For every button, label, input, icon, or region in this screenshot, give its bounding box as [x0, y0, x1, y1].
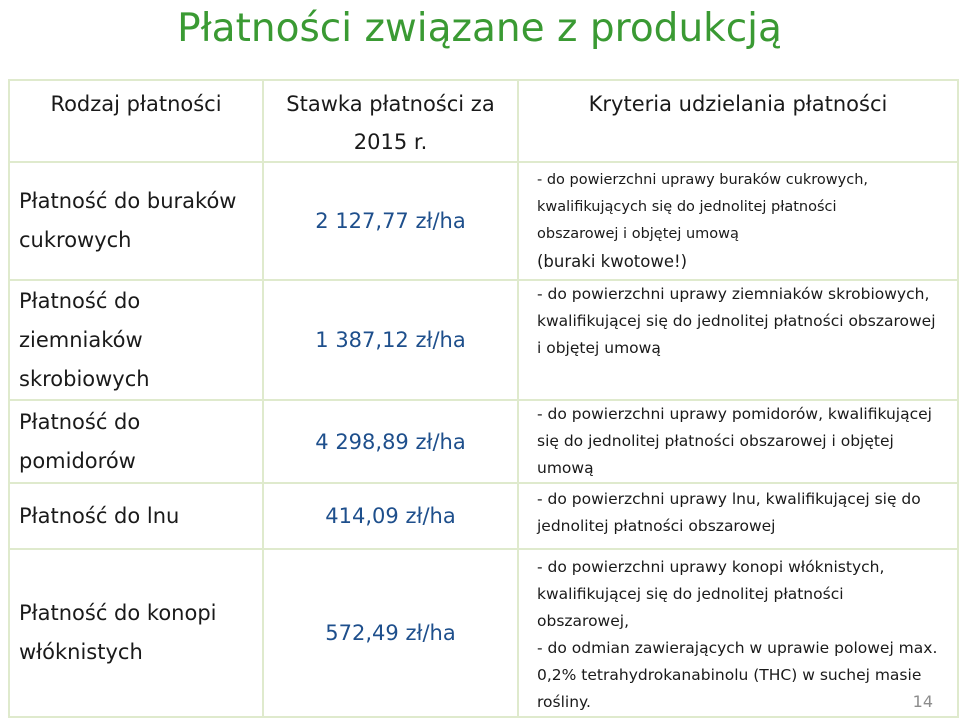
payment-criteria: [518, 483, 958, 549]
criteria-line: - do odmian zawierających w uprawie polowej max.: [537, 639, 938, 657]
criteria-line: rośliny.: [537, 693, 591, 711]
table-row: [9, 162, 958, 280]
criteria-line: i objętej umową: [537, 339, 661, 357]
header-criteria: Kryteria udzielania płatności: [518, 80, 958, 162]
criteria-line: się do jednolitej płatności obszarowej i objętej: [537, 432, 894, 450]
criteria-line: - do powierzchni uprawy ziemniaków skrobiowych,: [537, 285, 930, 303]
payment-type: Płatność do konopi włóknistych: [9, 549, 263, 717]
payment-rate: 4 298,89 zł/ha: [263, 400, 518, 483]
criteria-line: 0,2% tetrahydrokanabinolu (THC) w suchej masie: [537, 666, 922, 684]
criteria-line: obszarowej i objętej umową: [537, 226, 739, 242]
table-row: [9, 549, 958, 717]
criteria-line: - do powierzchni uprawy buraków cukrowych,: [537, 172, 869, 188]
criteria-line: kwalifikującej się do jednolitej płatności: [537, 585, 844, 603]
header-rate: Stawka płatności za 2015 r.: [263, 80, 518, 162]
payment-type: Płatność do lnu: [9, 483, 263, 549]
criteria-line: - do powierzchni uprawy lnu, kwalifikującej się do: [537, 490, 921, 508]
payment-rate: 2 127,77 zł/ha: [263, 162, 518, 280]
table-row: [9, 400, 958, 483]
payment-criteria: [518, 280, 958, 400]
payment-criteria: [518, 162, 958, 280]
criteria-line: kwalifikujących się do jednolitej płatności: [537, 199, 837, 215]
header-row: [9, 80, 958, 162]
header-payment-type: Rodzaj płatności: [9, 80, 263, 162]
payment-type: Płatność do pomidorów: [9, 400, 263, 483]
payment-rate: 414,09 zł/ha: [263, 483, 518, 549]
criteria-line: jednolitej płatności obszarowej: [537, 517, 776, 535]
payment-type: Płatność do ziemniaków skrobiowych: [9, 280, 263, 400]
payment-criteria: [518, 549, 958, 717]
table-row: [9, 280, 958, 400]
criteria-line: - do powierzchni uprawy pomidorów, kwalifikującej: [537, 405, 932, 423]
payment-rate: 572,49 zł/ha: [263, 549, 518, 717]
criteria-line: - do powierzchni uprawy konopi włóknistych,: [537, 558, 885, 576]
payment-criteria: [518, 400, 958, 483]
criteria-line: umową: [537, 459, 594, 477]
page-number: 14: [912, 692, 933, 711]
table-row: [9, 483, 958, 549]
payments-table: [8, 79, 959, 718]
payment-type: Płatność do buraków cukrowych: [9, 162, 263, 280]
criteria-line: (buraki kwotowe!): [537, 252, 688, 271]
criteria-line: kwalifikującej się do jednolitej płatności obszarowej: [537, 312, 936, 330]
slide-title: Płatności związane z produkcją: [177, 6, 782, 51]
criteria-line: obszarowej,: [537, 612, 629, 630]
payment-rate: 1 387,12 zł/ha: [263, 280, 518, 400]
